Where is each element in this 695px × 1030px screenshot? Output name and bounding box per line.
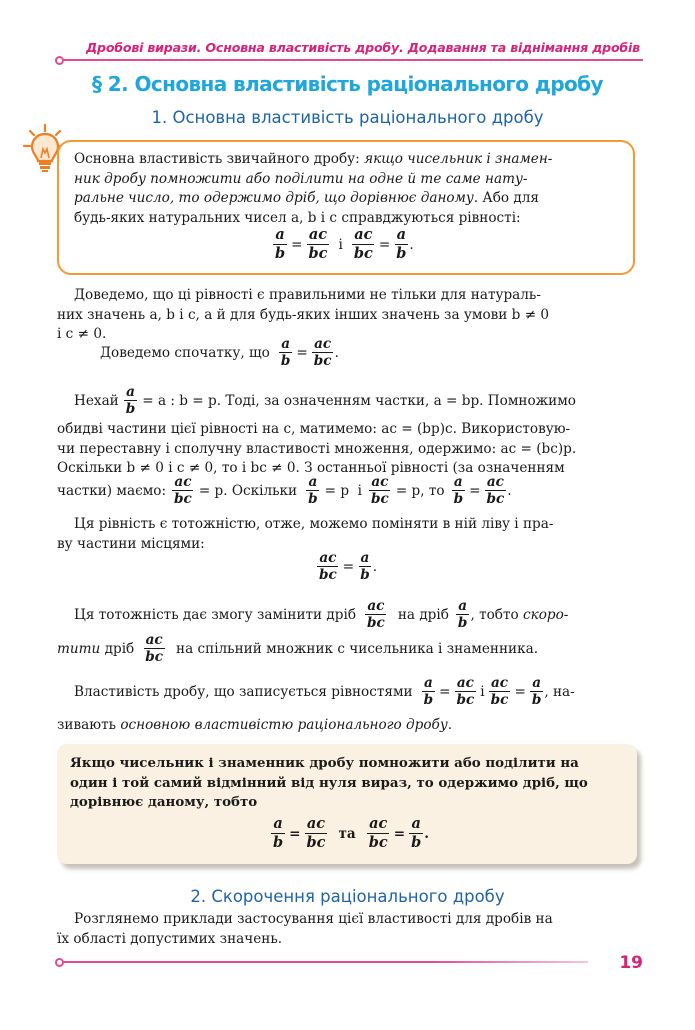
fraction-ac-over-bc bbox=[143, 632, 165, 665]
fraction-ac-over-bc bbox=[489, 675, 511, 708]
subsection-title-1: 1. Основна властивість раціонального дробу bbox=[151, 108, 544, 127]
running-header: Дробові вирази. Основна властивість дробу. Додавання та віднімання дробів bbox=[86, 40, 640, 55]
proof-paragraph-2: Доведемо спочатку, що $\frac{a}{b}$ = $\frac{ac}{bc}$ . bbox=[100, 336, 339, 369]
fraction-ac-over-bc bbox=[305, 815, 328, 852]
proof-paragraph-6-line2: зивають основною властивістю раціонального дробу. bbox=[57, 717, 453, 733]
identity-formula: $\frac{ac}{bc}$ = $\frac{a}{b}$ . bbox=[319, 550, 378, 583]
rule-line3-italic: ральне число, то одержимо дріб, що дорівнює даному. bbox=[74, 190, 479, 206]
rule-line3-plain: Або для bbox=[478, 190, 539, 206]
fraction-part: bc bbox=[353, 245, 373, 262]
fraction-part: b bbox=[396, 245, 407, 262]
fraction-part: ac bbox=[354, 226, 373, 243]
fraction-part: bc bbox=[145, 649, 164, 665]
fraction-part: ac bbox=[306, 815, 326, 832]
fraction-ac-over-bc bbox=[352, 226, 375, 263]
fraction-ac-over-bc bbox=[369, 474, 391, 507]
fraction-part: b bbox=[423, 692, 434, 708]
math-operator: = bbox=[439, 683, 451, 700]
fraction-ac-over-bc bbox=[317, 550, 339, 583]
math-operator: = bbox=[469, 482, 481, 499]
fraction-ac-over-bc bbox=[367, 815, 390, 852]
proof-paragraph-5-line2: тити дріб $\frac{ac}{bc}$ на спільний множник c чисельника і знаменника. bbox=[57, 632, 539, 665]
fraction-part: ac bbox=[314, 336, 332, 352]
fraction-part: a bbox=[360, 550, 370, 566]
fraction-a-over-b bbox=[452, 474, 466, 507]
fraction-ac-over-bc bbox=[307, 226, 330, 263]
rule-line4: будь-яких натуральних чисел a, b і c справджуються рівності: bbox=[74, 209, 521, 226]
fraction-ac-over-bc bbox=[312, 336, 334, 369]
proof-paragraph-6-line1: Властивість дробу, що записується рівностями $\frac{a}{b}$ = $\frac{ac}{bc}$ і $\frac{ac}{bc}$ = $\frac{a}{b}$ , на- bbox=[74, 675, 575, 708]
math-operator: та bbox=[338, 825, 356, 842]
fraction-ac-over-bc bbox=[455, 675, 477, 708]
fraction-part: ac bbox=[308, 226, 328, 243]
page-number: 19 bbox=[619, 953, 643, 973]
fraction-part: b bbox=[275, 245, 286, 262]
fraction-part: b bbox=[457, 615, 468, 631]
fraction-part: bc bbox=[367, 615, 385, 631]
math-operator: = bbox=[291, 236, 303, 253]
fraction-part: a bbox=[396, 226, 406, 243]
fraction-part: ac bbox=[367, 598, 385, 614]
fraction-a-over-b bbox=[124, 384, 138, 417]
proof-paragraph-3-line5: частки) маємо: $\frac{ac}{bc}$ = p. Оскільки $\frac{a}{b}$ = p і $\frac{ac}{bc}$ = p, то $\frac{a}{b}$ = $\frac{ac}{bc}$ . bbox=[57, 474, 512, 507]
fraction-a-over-b bbox=[279, 336, 293, 369]
highlight-formula: $\frac{a}{b}$ = $\frac{ac}{bc}$ та $\frac{ac}{bc}$ = $\frac{a}{b}$ . bbox=[273, 815, 429, 851]
fraction-part: ac bbox=[369, 815, 388, 832]
subsection-title-2: 2. Скорочення раціонального дробу bbox=[190, 887, 505, 906]
math-operator: = bbox=[296, 344, 308, 361]
final-paragraph: Розглянемо приклади застосування цієї властивості для дробів на їх області допустимих значень. bbox=[57, 911, 553, 947]
math-operator: = bbox=[378, 236, 391, 253]
section-title: § 2. Основна властивість раціонального дробу bbox=[92, 72, 603, 96]
fraction-a-over-b bbox=[422, 675, 436, 708]
fraction-part: bc bbox=[319, 567, 337, 583]
math-operator: = bbox=[289, 825, 301, 842]
fraction-part: a bbox=[273, 815, 283, 832]
fraction-ac-over-bc bbox=[484, 474, 506, 507]
proof-paragraph-1: Доведемо, що ці рівності є правильними не тільки для натураль- них значень a, b і c, а й для будь-яких інших значень за умови b ≠ 0 і c ≠ 0. bbox=[57, 287, 550, 342]
highlight-text: Якщо чисельник і знаменник дробу помножити або поділити на один і той самий відмінний від нуля вираз, то одержимо дріб, що дорівнює даному, тобто bbox=[70, 755, 588, 810]
fraction-part: b bbox=[273, 834, 284, 851]
header-rule bbox=[63, 59, 643, 61]
fraction-part: a bbox=[532, 675, 541, 691]
math-operator: і bbox=[480, 683, 485, 700]
rule-formula: $\frac{a}{b}$ = $\frac{ac}{bc}$ і $\frac{ac}{bc}$ = $\frac{a}{b}$ . bbox=[275, 226, 414, 262]
and-word: і bbox=[338, 236, 343, 253]
fraction-part: ac bbox=[486, 474, 504, 490]
fraction-a-over-b bbox=[271, 815, 285, 852]
fraction-part: a bbox=[308, 474, 318, 490]
fraction-a-over-b bbox=[394, 226, 408, 263]
fraction-part: ac bbox=[456, 675, 474, 691]
fraction-part: a bbox=[275, 226, 285, 243]
fraction-part: ac bbox=[371, 474, 389, 490]
fraction-a-over-b bbox=[409, 815, 423, 852]
fraction-part: bc bbox=[306, 834, 326, 851]
proof-paragraph-5-line1: Ця тотожність дає змогу замінити дріб $\frac{ac}{bc}$ на дріб $\frac{a}{b}$ , тобто скоро- bbox=[74, 598, 569, 631]
math-operator: = bbox=[393, 825, 406, 842]
fraction-part: ac bbox=[491, 675, 509, 691]
fraction-part: a bbox=[281, 336, 291, 352]
proof-paragraph-3: обидві частини цієї рівності на c, матимемо: ac = (bp)c. Використовую- чи переставну і сполучну властивості множення, одержимо: ac = (bc)p. Оскільки b ≠ 0 і c ≠ 0, то і bc ≠ 0. З останньої рівності (за означенням bbox=[57, 421, 577, 476]
fraction-a-over-b bbox=[306, 474, 320, 507]
fraction-part: a bbox=[423, 675, 433, 691]
fraction-part: ac bbox=[174, 474, 192, 490]
fraction-part: bc bbox=[368, 834, 388, 851]
fraction-part: b bbox=[411, 834, 422, 851]
fraction-part: a bbox=[453, 474, 463, 490]
fraction-part: b bbox=[280, 353, 291, 369]
fraction-part: b bbox=[360, 567, 370, 583]
rule-line1-plain: Основна властивість звичайного дробу: bbox=[74, 151, 365, 167]
fraction-part: bc bbox=[174, 491, 192, 507]
math-operator: = bbox=[342, 558, 355, 575]
fraction-a-over-b bbox=[273, 226, 287, 263]
fraction-part: b bbox=[531, 692, 542, 708]
fraction-part: b bbox=[453, 491, 464, 507]
math-operator: = bbox=[514, 683, 526, 700]
fraction-ac-over-bc bbox=[172, 474, 194, 507]
fraction-part: bc bbox=[486, 491, 505, 507]
fraction-ac-over-bc bbox=[365, 598, 387, 631]
rule-text bbox=[74, 150, 620, 228]
fraction-part: a bbox=[126, 384, 135, 400]
fraction-part: b bbox=[308, 491, 318, 507]
fraction-part: b bbox=[125, 401, 136, 417]
fraction-a-over-b bbox=[530, 675, 544, 708]
fraction-part: ac bbox=[319, 550, 337, 566]
fraction-part: bc bbox=[490, 692, 509, 708]
fraction-part: ac bbox=[145, 632, 163, 648]
proof-paragraph-3-line1: Нехай $\frac{a}{b}$ = a : b = p. Тоді, за означенням частки, a = bp. Помножимо bbox=[74, 384, 576, 417]
footer-rule bbox=[63, 961, 588, 963]
rule-line1-italic: якщо чисельник і знамен- bbox=[364, 151, 553, 167]
fraction-part: bc bbox=[371, 491, 389, 507]
fraction-part: bc bbox=[456, 692, 475, 708]
fraction-a-over-b bbox=[456, 598, 470, 631]
fraction-part: bc bbox=[313, 353, 332, 369]
fraction-a-over-b bbox=[358, 550, 372, 583]
fraction-part: a bbox=[458, 598, 468, 614]
fraction-part: bc bbox=[308, 245, 328, 262]
rule-line2: ник дробу помножити або поділити на одне й те саме нату- bbox=[74, 170, 528, 187]
fraction-part: a bbox=[411, 815, 421, 832]
proof-paragraph-4: Ця рівність є тотожністю, отже, можемо поміняти в ній ліву і пра- ву частини місцями: bbox=[57, 516, 554, 552]
